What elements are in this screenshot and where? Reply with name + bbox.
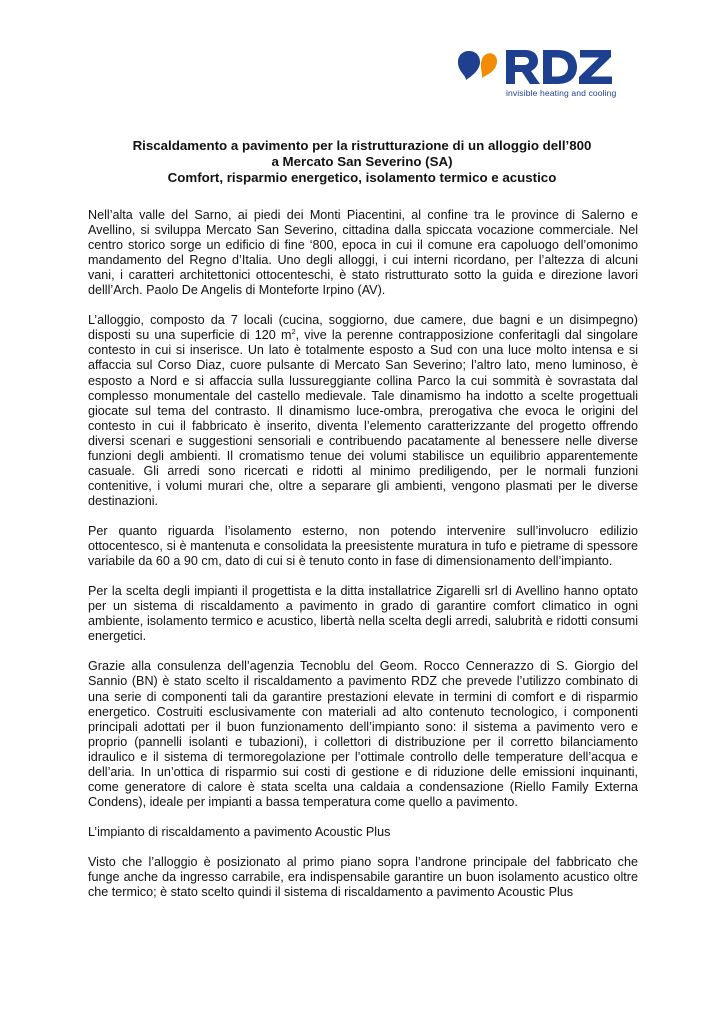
paragraph-3: Per quanto riguarda l’isolamento esterno, non potendo intervenire sull’involucro edilizio ottocentesco, si è mantenuta e consolidata la preesistente muratura in tufo e pietrame di spessore variabile da 60 a 90 cm, dato di cui si è tenuto conto in fase di dimensionamento dell’impianto.	[88, 523, 638, 569]
document-heading	[90, 138, 634, 187]
letter-z-glyph	[579, 50, 612, 84]
paragraph-2-start: L’alloggio, composto da 7 locali (cucina, soggiorno, due camere, due bagni e un disimpegno) disposti su una superficie di 120 m	[88, 313, 638, 343]
paragraph-5: Grazie alla consulenza dell’agenzia Tecnoblu del Geom. Rocco Cennerazzo di S. Giorgio del Sannio (BN) è stato scelto il riscaldamento a pavimento RDZ che prevede l’utilizzo combinato di una serie di componenti tali da garantire prestazioni elevate in termini di comfort e di risparmio energetico. Costruiti esclusivamente con materiali ad alto contenuto tecnologico, i componenti principali adottati per il buon funzionamento dell’impianto sono: il sistema a pavimento vero e proprio (pannelli isolanti e tubazioni), i collettori di distribuzione per il corretto bilanciamento idraulico e il sistema di termoregolazione per l’ottimale controllo delle temperature dell’acqua e dell’aria. In un’ottica di risparmio sui costi di gestione e di riduzione delle emissioni inquinanti, come generatore di calore è stata scelta una caldaia a condensazione (Riello Family Externa Condens), ideale per impianti a bassa temperatura come quello a pavimento.	[88, 659, 638, 809]
letter-r-glyph	[506, 50, 540, 84]
document-body	[88, 208, 638, 900]
paragraph-7: Visto che l’alloggio è posizionato al primo piano sopra l’androne principale del fabbricato che funge anche da ingresso carrabile, era indispensabile garantire un buon isolamento acustico oltre che termico; è stato scelto quindi il sistema di riscaldamento a pavimento Acoustic Plus	[88, 855, 638, 900]
orange-drop-icon	[481, 53, 497, 78]
paragraph-6-subheading: L’impianto di riscaldamento a pavimento Acoustic Plus	[88, 824, 391, 839]
paragraph-1: Nell’alta valle del Sarno, ai piedi dei Monti Piacentini, al confine tra le province di Salerno e Avellino, si sviluppa Mercato San Severino, cittadina dalla spiccata vocazione commerciale. Nel centro storico sorge un edificio di fine ‘800, epoca in cui il comune era capoluogo dell’omonimo mandamento del Regno d’Italia. Uno degli alloggi, i cui interni ricordano, per l’altezza di alcuni vani, i caratteri architettonici ottocenteschi, è stato ristrutturato sotto la guida e direzione lavori delll’Arch. Paolo De Angelis di Monteforte Irpino (AV).	[88, 208, 638, 298]
logo-tagline: invisible heating and cooling	[506, 88, 617, 98]
blue-drop-icon	[458, 51, 480, 80]
heading-line-3: Comfort, risparmio energetico, isolamento termico e acustico	[167, 170, 557, 186]
letter-d-glyph	[543, 50, 577, 84]
paragraph-4: Per la scelta degli impianti il progettista e la ditta installatrice Zigarelli srl di Avellino hanno optato per un sistema di riscaldamento a pavimento in grado di garantire comfort climatico in ogni ambiente, isolamento termico e acustico, libertà nella scelta degli arredi, salubrità e ridotti consumi energetici.	[88, 584, 638, 644]
paragraph-2-rest: , vive la perenne contrapposizione conferitagli dal singolare contesto in cui si inserisce. Un lato è totalmente esposto a Sud con una luce molto intensa e si affaccia sul Corso Diaz, cuore pulsante di Mercato San Severino; l’altro lato, meno luminoso, è esposto a Nord e si affaccia sulla lussureggiante collina Parco la cui sommità è sovrastata dal complesso monumentale del castello medievale. Tale dinamismo ha indotto a scelte progettuali giocate sul tema del contrasto. Il dinamismo luce-ombra, prerogativa che evoca le origini del contesto in cui il fabbricato è inserito, diventa l’elemento caratterizzante del progetto offrendo diversi scenari e suggestioni sensoriali e contribuendo pacatamente al benessere nelle diverse funzioni degli ambienti. Il cromatismo tenue dei volumi stabilisce un equilibrio apparentemente casuale. Gli arredi sono ricercati e ridotti al minimo prediligendo, per le normali funzioni contenitive, i volumi murari che, oltre a separare gli ambienti, vengono plasmati per le diverse destinazioni.	[88, 328, 638, 508]
superscript-squared: 2	[291, 327, 296, 337]
heading-line-1: Riscaldamento a pavimento per la ristrutturazione di un alloggio dell’800	[132, 138, 592, 153]
heading-line-2: a Mercato San Severino (SA)	[271, 154, 453, 170]
paragraph-2	[88, 313, 638, 509]
